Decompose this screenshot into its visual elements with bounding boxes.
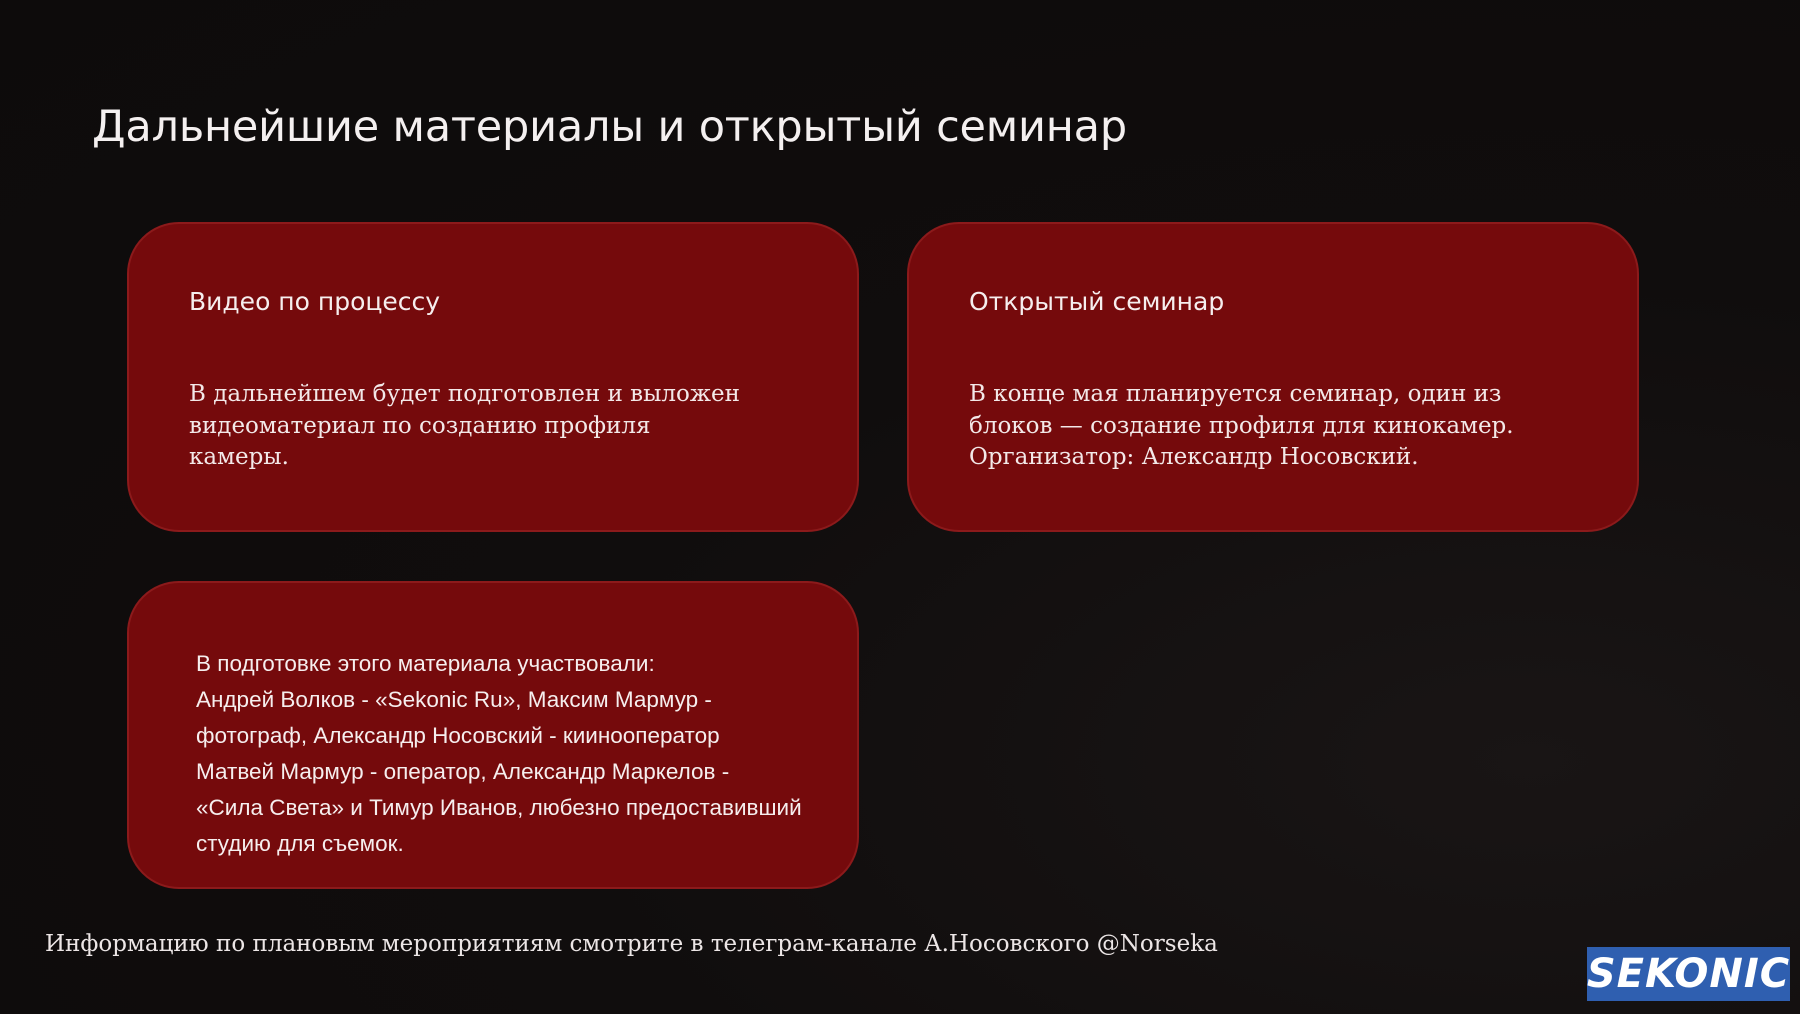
card-credits [127, 581, 859, 889]
card-heading: Видео по процессу [189, 287, 441, 316]
card-video-process [127, 222, 859, 532]
footer-note: Информацию по плановым мероприятиям смотрите в телеграм-канале А.Носовского @Norseka [45, 931, 1218, 957]
sekonic-logo [1587, 947, 1790, 1001]
card-body: В конце мая планируется семинар, один из блоков — создание профиля для кинокамер. Организатор: Александр Носовский. [969, 381, 1514, 470]
card-body: В дальнейшем будет подготовлен и выложен видеоматериал по созданию профиля камеры. [189, 381, 740, 470]
slide-title: Дальнейшие материалы и открытый семинар [92, 102, 1127, 152]
credits-text: В подготовке этого материала участвовали: Андрей Волков - «Sekonic Ru», Максим Мармур - фотограф, Александр Носовский - киинооператор Матвей Мармур - оператор, Александр Маркелов - «Сила Света» и Тимур Иванов, любезно предоставивший студию для съемок. [196, 651, 802, 856]
card-open-seminar [907, 222, 1639, 532]
logo-text: SEKONIC [1586, 951, 1791, 997]
card-heading: Открытый семинар [969, 287, 1225, 316]
